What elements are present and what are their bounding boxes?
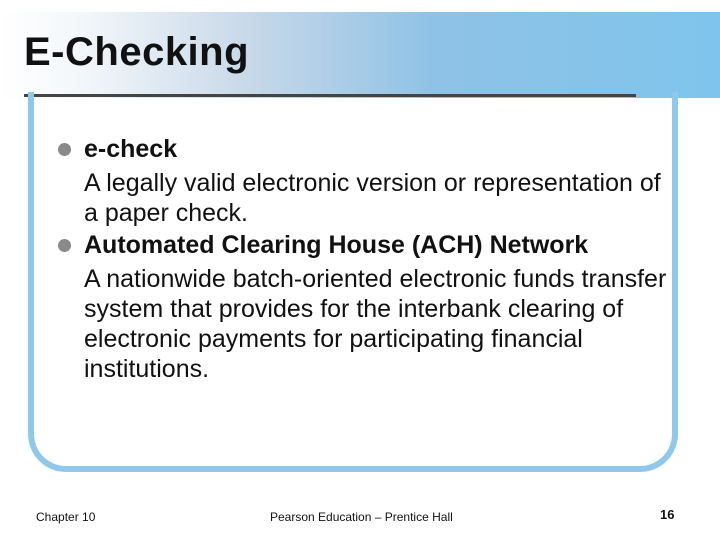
bullet-term: e-check — [84, 135, 178, 163]
bullet-item-e-check — [48, 134, 668, 228]
bullet-definition: A nationwide batch-oriented electronic funds transfer system that provides for the interbank clearing of electronic payments for participating financial institutions. — [84, 265, 667, 383]
bullet-dot-icon — [58, 239, 71, 252]
bullet-dot-icon — [58, 143, 71, 156]
bullet-definition: A legally valid electronic version or representation of a paper check. — [84, 169, 661, 227]
bullet-item-ach-network — [48, 230, 668, 384]
slide-title: E-Checking — [24, 30, 250, 74]
footer-publisher: Pearson Education – Prentice Hall — [270, 510, 453, 524]
slide-content — [48, 134, 668, 384]
footer-chapter: Chapter 10 — [36, 510, 96, 524]
footer-page-number: 16 — [660, 507, 675, 522]
bullet-term: Automated Clearing House (ACH) Network — [84, 231, 589, 259]
